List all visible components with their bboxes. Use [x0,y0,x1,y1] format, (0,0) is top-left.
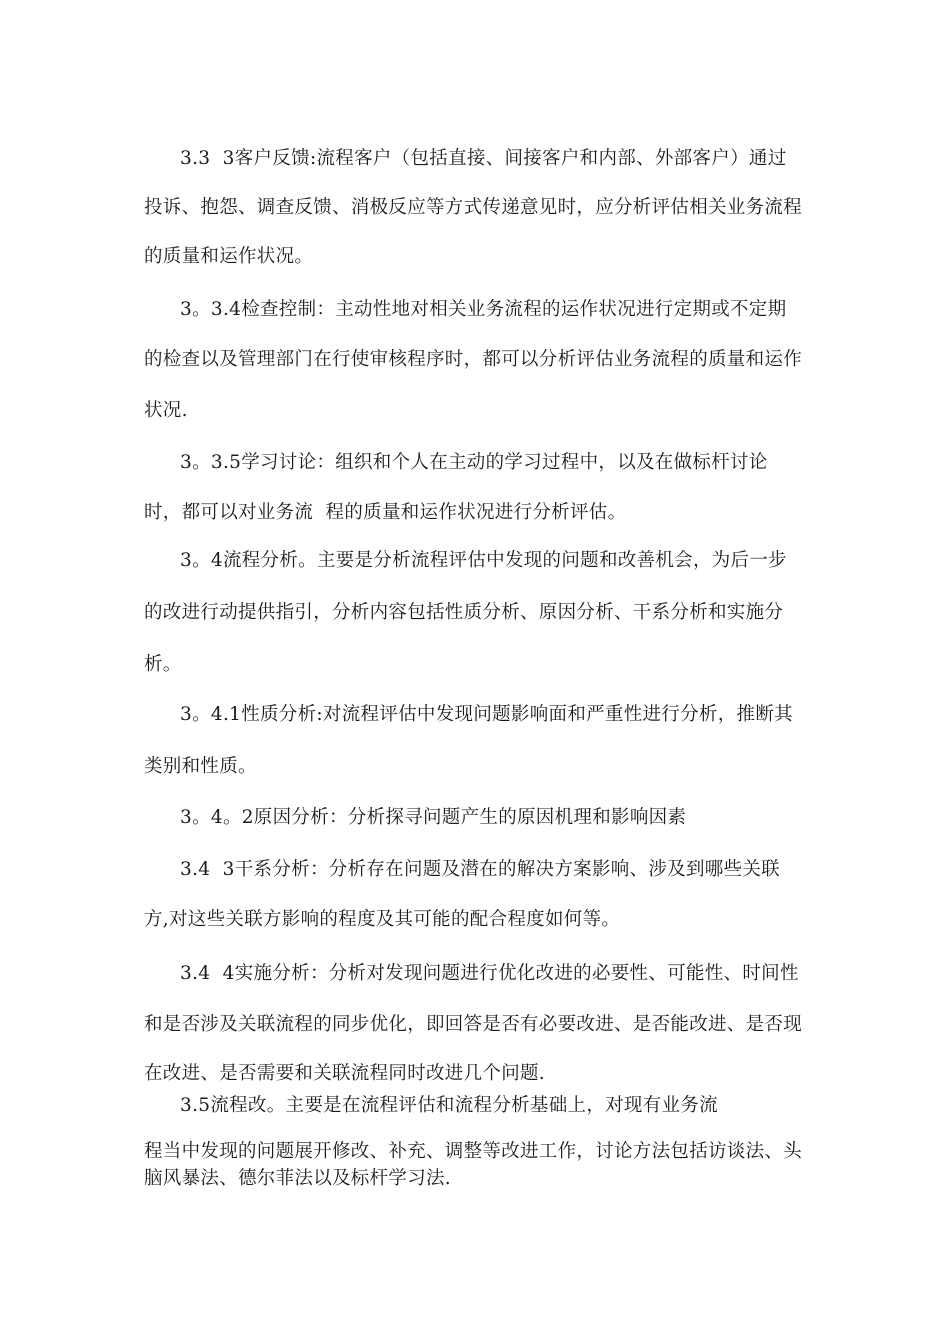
text-line: 3。3.4检查控制：主动性地对相关业务流程的运作状况进行定期或不定期 [180,299,787,320]
text-line: 析。 [144,654,182,675]
text-line: 脑风暴法、德尔菲法以及标杆学习法. [144,1168,451,1189]
text-line: 投诉、抱怨、调查反馈、消极反应等方式传递意见时，应分析评估相关业务流程 [144,197,803,218]
text-line: 3。3.5学习讨论：组织和个人在主动的学习过程中，以及在做标杆讨论 [180,452,768,473]
text-line: 3。4。2原因分析：分析探寻问题产生的原因机理和影响因素 [180,807,687,828]
text-line: 在改进、是否需要和关联流程同时改进几个问题. [144,1063,545,1084]
text-line: 3.4 4实施分析：分析对发现问题进行优化改进的必要性、可能性、时间性 [180,963,799,984]
text-line: 的检查以及管理部门在行使审核程序时，都可以分析评估业务流程的质量和运作 [144,349,803,370]
text-line: 3.4 3干系分析：分析存在问题及潜在的解决方案影响、涉及到哪些关联 [180,859,780,880]
text-line: 3.5流程改。主要是在流程评估和流程分析基础上，对现有业务流 [180,1095,718,1116]
text-line: 程当中发现的问题展开修改、补充、调整等改进工作，讨论方法包括访谈法、头 [144,1141,803,1162]
text-line: 时，都可以对业务流 程的质量和运作状况进行分析评估。 [144,502,627,523]
text-line: 方,对这些关联方影响的程度及其可能的配合程度如何等。 [144,909,621,930]
text-line: 的改进行动提供指引，分析内容包括性质分析、原因分析、干系分析和实施分 [144,602,784,623]
text-line: 状况. [144,400,188,421]
text-line: 和是否涉及关联流程的同步优化，即回答是否有必要改进、是否能改进、是否现 [144,1014,803,1035]
text-line: 的质量和运作状况。 [144,246,314,267]
text-line: 类别和性质。 [144,756,257,777]
text-line: 3。4.1性质分析:对流程评估中发现问题影响面和严重性进行分析，推断其 [180,704,793,725]
text-line: 3。4流程分析。主要是分析流程评估中发现的问题和改善机会，为后一步 [180,550,787,571]
text-line: 3.3 3客户反馈:流程客户（包括直接、间接客户和内部、外部客户）通过 [180,148,787,169]
